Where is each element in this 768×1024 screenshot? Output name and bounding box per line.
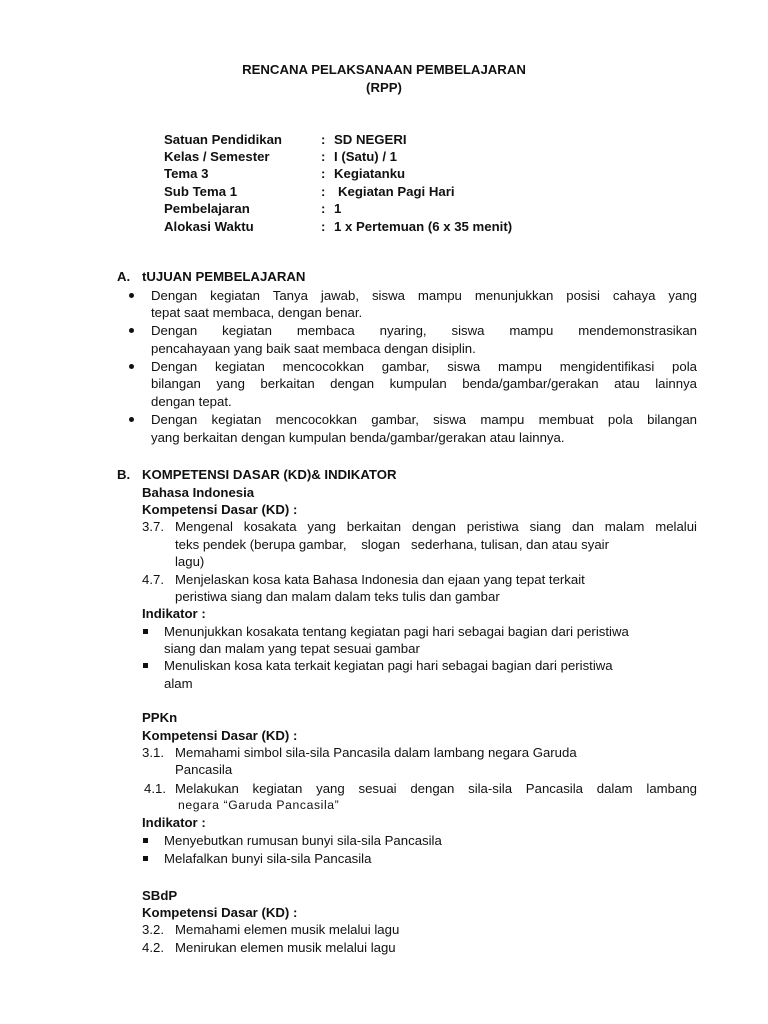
bullet-square-icon: [143, 838, 148, 843]
identity-value: 1 x Pertemuan (6 x 35 menit): [334, 219, 513, 234]
identity-label: Pembelajaran: [164, 201, 250, 216]
kd-line: negara “Garuda Pancasila”: [178, 798, 340, 812]
indicator-label: Indikator :: [142, 606, 206, 621]
indicator-line: siang dan malam yang tepat sesuai gambar: [164, 641, 420, 656]
objective-line: Dengan kegiatan mencocokkan gambar, siswa mampu mengidentifikasi pola: [151, 359, 697, 374]
kd-line: Memahami simbol sila-sila Pancasila dalam lambang negara Garuda: [175, 745, 577, 760]
bullet-square-icon: [143, 629, 148, 634]
kd-line: Menjelaskan kosa kata Bahasa Indonesia dan ejaan yang tepat terkait: [175, 572, 585, 587]
kd-line: peristiwa siang dan malam dalam teks tulis dan gambar: [175, 589, 500, 604]
identity-value: I (Satu) / 1: [334, 149, 398, 164]
section-a-marker: A.: [117, 269, 131, 284]
kd-label: Kompetensi Dasar (KD) :: [142, 728, 298, 743]
objective-line: bilangan yang berkaitan dengan kumpulan benda/gambar/gerakan atau lainnya: [151, 376, 697, 391]
bullet-square-icon: [143, 663, 148, 668]
identity-label: Tema 3: [164, 166, 209, 181]
section-a-heading: tUJUAN PEMBELAJARAN: [142, 269, 306, 284]
kd-line: Pancasila: [175, 762, 233, 777]
objective-line: Dengan kegiatan mencocokkan gambar, siswa mampu membuat pola bilangan: [151, 412, 697, 427]
identity-value: Kegiatan Pagi Hari: [338, 184, 455, 199]
doc-title: RENCANA PELAKSANAAN PEMBELAJARAN: [242, 62, 526, 77]
kd-label: Kompetensi Dasar (KD) :: [142, 905, 298, 920]
identity-sep: :: [321, 149, 326, 164]
subject-title: Bahasa Indonesia: [142, 485, 255, 500]
objective-line: Dengan kegiatan Tanya jawab, siswa mampu menunjukkan posisi cahaya yang: [151, 288, 697, 303]
indicator-line: Menuliskan kosa kata terkait kegiatan pagi hari sebagai bagian dari peristiwa: [164, 658, 613, 673]
identity-label: Alokasi Waktu: [164, 219, 254, 234]
subject-title: PPKn: [142, 710, 178, 725]
identity-label: Sub Tema 1: [164, 184, 238, 199]
kd-number: 3.7.: [142, 519, 164, 534]
kd-line: Melakukan kegiatan yang sesuai dengan sila-sila Pancasila dalam lambang: [175, 781, 697, 796]
bullet-square-icon: [143, 856, 148, 861]
section-b-heading: KOMPETENSI DASAR (KD)& INDIKATOR: [142, 467, 397, 482]
kd-line: Memahami elemen musik melalui lagu: [175, 922, 400, 937]
objective-line: yang berkaitan dengan kumpulan benda/gambar/gerakan atau lainnya.: [151, 430, 565, 445]
bullet-dot-icon: [129, 417, 134, 422]
kd-number: 3.1.: [142, 745, 164, 760]
objective-line: pencahayaan yang baik saat membaca dengan disiplin.: [151, 341, 476, 356]
identity-sep: :: [321, 184, 326, 199]
identity-value: SD NEGERI: [334, 132, 407, 147]
kd-label: Kompetensi Dasar (KD) :: [142, 502, 298, 517]
bullet-dot-icon: [129, 364, 134, 369]
bullet-dot-icon: [129, 293, 134, 298]
identity-value: 1: [334, 201, 342, 216]
indicator-line: Melafalkan bunyi sila-sila Pancasila: [164, 851, 372, 866]
kd-line: teks pendek (berupa gambar, slogan sederhana, tulisan, dan atau syair: [175, 537, 609, 552]
indicator-line: Menunjukkan kosakata tentang kegiatan pagi hari sebagai bagian dari peristiwa: [164, 624, 629, 639]
objective-line: dengan tepat.: [151, 394, 232, 409]
identity-label: Kelas / Semester: [164, 149, 270, 164]
identity-sep: :: [321, 132, 326, 147]
kd-number: 4.2.: [142, 940, 164, 955]
objective-line: Dengan kegiatan membaca nyaring, siswa mampu mendemonstrasikan: [151, 323, 697, 338]
kd-line: lagu): [175, 554, 205, 569]
indicator-line: alam: [164, 676, 193, 691]
indicator-line: Menyebutkan rumusan bunyi sila-sila Pancasila: [164, 833, 442, 848]
kd-line: Menirukan elemen musik melalui lagu: [175, 940, 396, 955]
identity-label: Satuan Pendidikan: [164, 132, 282, 147]
subject-title: SBdP: [142, 888, 178, 903]
indicator-label: Indikator :: [142, 815, 206, 830]
kd-number: 3.2.: [142, 922, 164, 937]
kd-number: 4.1.: [144, 781, 166, 796]
identity-sep: :: [321, 166, 326, 181]
objective-line: tepat saat membaca, dengan benar.: [151, 305, 363, 320]
kd-number: 4.7.: [142, 572, 164, 587]
section-b-marker: B.: [117, 467, 131, 482]
identity-sep: :: [321, 219, 326, 234]
doc-subtitle: (RPP): [366, 80, 402, 95]
bullet-dot-icon: [129, 328, 134, 333]
kd-line: Mengenal kosakata yang berkaitan dengan peristiwa siang dan malam melalui: [175, 519, 697, 534]
identity-sep: :: [321, 201, 326, 216]
identity-value: Kegiatanku: [334, 166, 406, 181]
